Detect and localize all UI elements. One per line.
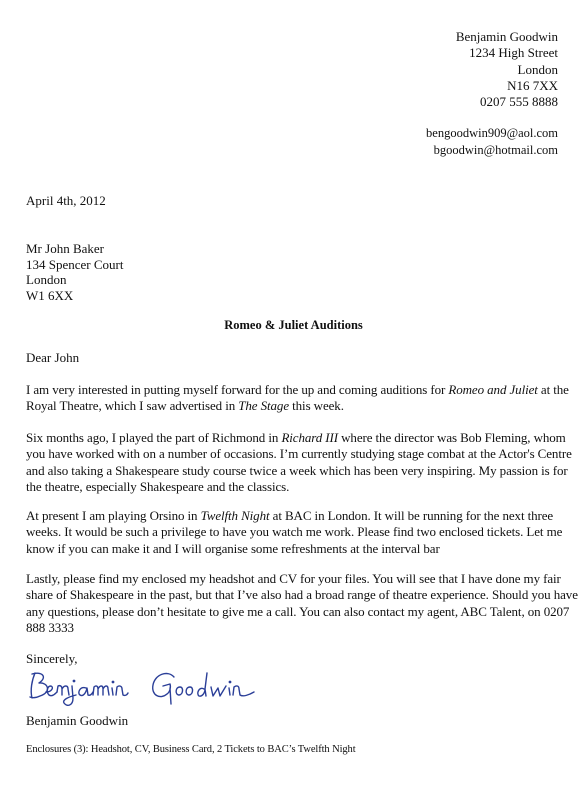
- p3-title-twelfth-night: Twelfth Night: [200, 508, 270, 523]
- recipient-address-block: [26, 241, 123, 304]
- p2-title-richard-iii: Richard III: [281, 430, 338, 445]
- recipient-postcode: W1 6XX: [26, 288, 74, 304]
- p1-text-e: this week.: [289, 398, 344, 414]
- sender-street: 1234 High Street: [469, 45, 558, 61]
- p3-text-c: at BAC in London. It will be running for the next three weeks. It would be such a privilege to have you watch me work. Please find two enclosed tickets. Let me know if you can make it and I will organise some refreshments at the interval bar: [26, 508, 563, 556]
- sender-email-1: bengoodwin909@aol.com: [426, 126, 558, 140]
- body-paragraph-3: [26, 508, 579, 557]
- sender-name: Benjamin Goodwin: [455, 29, 558, 44]
- p1-title-romeo-and-juliet: Romeo and Juliet: [448, 382, 538, 397]
- salutation: Dear John: [26, 350, 80, 365]
- p1-text-a: I am very interested in putting myself forward for the up and coming auditions for: [26, 382, 449, 397]
- sender-email-2: bgoodwin@hotmail.com: [433, 142, 558, 157]
- subject-line: Romeo & Juliet Auditions: [224, 318, 363, 332]
- recipient-city: London: [26, 272, 67, 288]
- signer-name: Benjamin Goodwin: [26, 713, 129, 728]
- body-paragraph-2: [26, 430, 579, 495]
- signature-drawing: [24, 668, 274, 710]
- handwritten-signature: [24, 668, 274, 714]
- closing: Sincerely,: [26, 651, 78, 666]
- body-paragraph-4: Lastly, please find my enclosed my headshot and CV for your files. You will see that I have done my fair share of Shakespeare in the past, but that I’ve also had a broad range of theatre experience. Should you have any questions, please don’t hesitate to give me a call. You can also contact my agent, ABC Talent, on 0207 888 3333: [26, 571, 578, 635]
- body-paragraph-1: [26, 382, 579, 415]
- sender-emails: [298, 125, 558, 158]
- p2-text-c: where the director was Bob Fleming, whom you have worked with on a number of occasions. I’m currently studying stage combat at the Actor's Centre and also taking a Shakespeare study course twice a week which has been very inspiring. My passion is for the theatre, especially Shakespeare and the classics.: [26, 430, 572, 494]
- sender-address-block: [298, 29, 558, 110]
- p1-title-the-stage: The Stage: [238, 398, 289, 414]
- p1-text-c: at the Royal Theatre, which I saw advertised in: [26, 382, 569, 414]
- p2-text-a: Six months ago, I played the part of Richmond in: [26, 430, 282, 445]
- enclosures-line: Enclosures (3): Headshot, CV, Business Card, 2 Tickets to BAC’s Twelfth Night: [26, 744, 356, 755]
- sender-phone: 0207 555 8888: [480, 94, 558, 110]
- recipient-street: 134 Spencer Court: [26, 256, 124, 272]
- letter-date: April 4th, 2012: [26, 193, 106, 208]
- recipient-name: Mr John Baker: [26, 241, 104, 256]
- p3-text-a: At present I am playing Orsino in: [26, 508, 201, 523]
- sender-postcode: N16 7XX: [507, 77, 558, 93]
- sender-city: London: [517, 61, 558, 77]
